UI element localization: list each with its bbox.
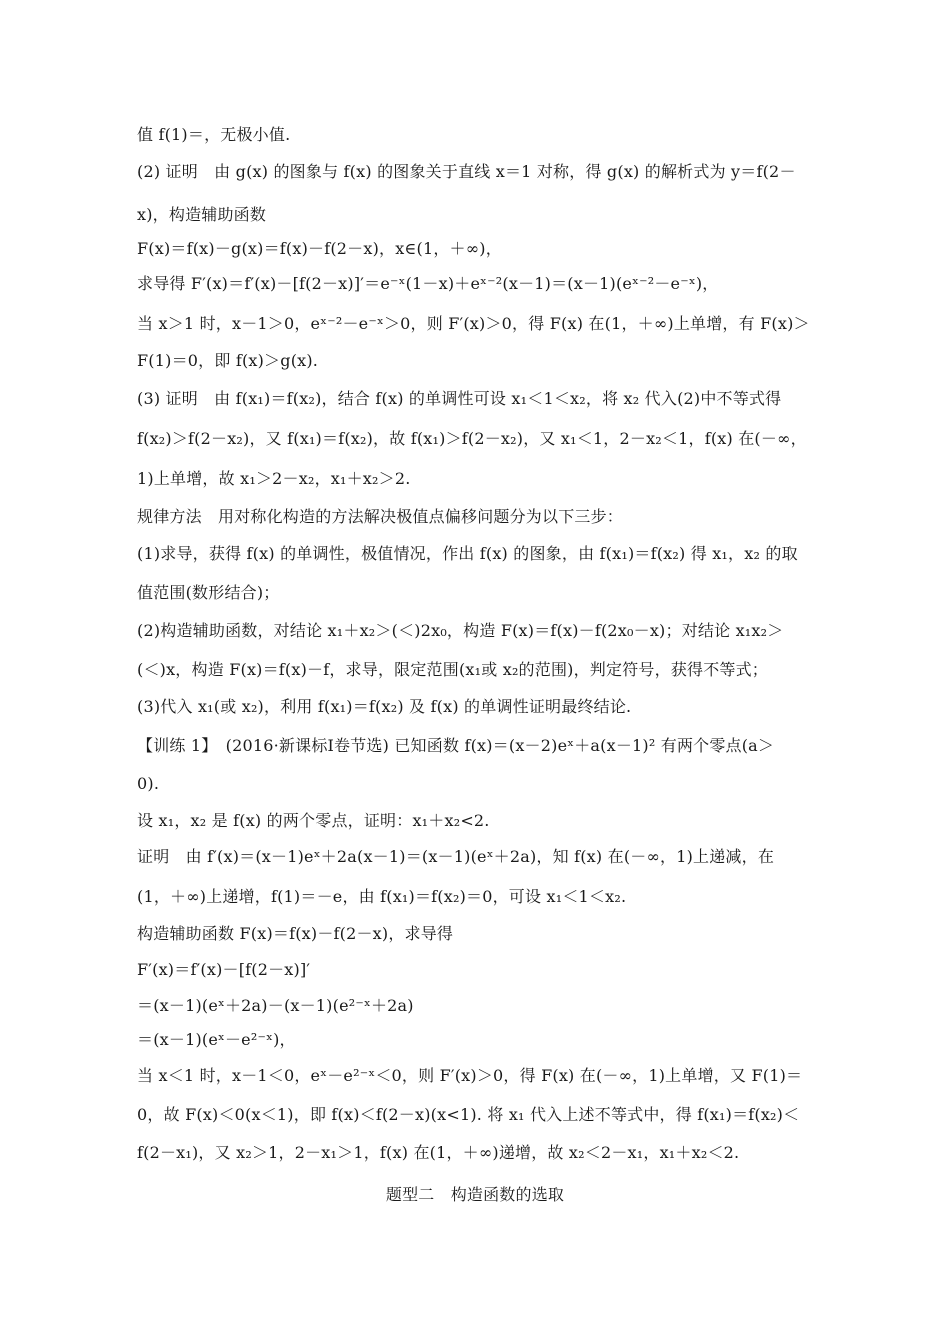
text-line: F(x)＝f(x)－g(x)＝f(x)－f(2－x)，x∈(1，＋∞)，: [137, 239, 502, 258]
text-line: (2)构造辅助函数，对结论 x₁＋x₂＞(＜)2x₀，构造 F(x)＝f(x)－f(2x₀－x)；对结论 x₁x₂＞: [137, 621, 784, 640]
text-line: ＝(x－1)(eˣ－e²⁻ˣ)，: [137, 1030, 296, 1049]
text-line: 当 x＜1 时，x－1＜0，eˣ－e²⁻ˣ＜0，则 F′(x)＞0，得 F(x) 在(－∞，1)上单增，又 F(1)＝: [137, 1066, 803, 1085]
text-line: F(1)＝0，即 f(x)＞g(x).: [137, 351, 319, 370]
text-line: f(x₂)＞f(2－x₂)，又 f(x₁)＝f(x₂)，故 f(x₁)＞f(2－x₂)，又 x₁＜1，2－x₂＜1，f(x) 在(－∞，: [137, 429, 807, 448]
text-line: 规律方法 用对称化构造的方法解决极值点偏移问题分为以下三步：: [137, 507, 624, 526]
text-line: F′(x)＝f′(x)－[f(2－x)]′: [137, 960, 311, 979]
text-line: (1，＋∞)上递增，f(1)＝－e，由 f(x₁)＝f(x₂)＝0，可设 x₁＜1＜x₂.: [137, 887, 627, 906]
text-line: 0).: [137, 774, 160, 793]
text-line: 当 x＞1 时，x－1＞0，eˣ⁻²－e⁻ˣ＞0，则 F′(x)＞0，得 F(x) 在(1，＋∞)上单增，有 F(x)＞: [137, 314, 810, 333]
text-line: 求导得 F′(x)＝f′(x)－[f(2－x)]′＝e⁻ˣ(1－x)＋eˣ⁻²(x－1)＝(x－1)(eˣ⁻²－e⁻ˣ)，: [137, 274, 719, 293]
text-line: (＜)x，构造 F(x)＝f(x)－f，求导，限定范围(x₁或 x₂的范围)，判定符号，获得不等式；: [137, 660, 769, 679]
text-line: 值范围(数形结合)；: [137, 583, 280, 602]
text-line: (1)求导，获得 f(x) 的单调性，极值情况，作出 f(x) 的图象，由 f(x₁)＝f(x₂) 得 x₁，x₂ 的取: [137, 544, 798, 563]
text-line: (3) 证明 由 f(x₁)＝f(x₂)，结合 f(x) 的单调性可设 x₁＜1＜x₂，将 x₂ 代入(2)中不等式得: [137, 389, 782, 408]
text-line: 设 x₁，x₂ 是 f(x) 的两个零点，证明：x₁＋x₂<2.: [137, 811, 490, 830]
text-line: 构造辅助函数 F(x)＝f(x)－f(2－x)，求导得: [137, 924, 454, 943]
text-line: f(2－x₁)，又 x₂＞1，2－x₁＞1，f(x) 在(1，＋∞)递增，故 x₂＜2－x₁，x₁＋x₂＜2.: [137, 1143, 740, 1162]
text-line: 0，故 F(x)＜0(x＜1)，即 f(x)＜f(2－x)(x<1). 将 x₁ 代入上述不等式中，得 f(x₁)＝f(x₂)＜: [137, 1105, 800, 1124]
text-line: 1)上单增，故 x₁＞2－x₂，x₁＋x₂＞2.: [137, 469, 411, 488]
text-line: x)，构造辅助函数: [137, 205, 267, 224]
text-line: (2) 证明 由 g(x) 的图象与 f(x) 的图象关于直线 x＝1 对称，得 g(x) 的解析式为 y＝f(2－: [137, 162, 796, 181]
text-line: ＝(x－1)(eˣ＋2a)－(x－1)(e²⁻ˣ＋2a): [137, 996, 414, 1015]
text-line: 证明 由 f′(x)＝(x－1)eˣ＋2a(x－1)＝(x－1)(eˣ＋2a)，知 f(x) 在(－∞，1)上递减，在: [137, 847, 775, 866]
text-line: 【训练 1】 (2016·新课标Ⅰ卷节选) 已知函数 f(x)＝(x－2)eˣ＋a(x－1)² 有两个零点(a＞: [137, 736, 775, 755]
section-title: 题型二 构造函数的选取: [385, 1185, 565, 1204]
text-line: 值 f(1)＝，无极小值.: [137, 125, 291, 144]
text-line: (3)代入 x₁(或 x₂)，利用 f(x₁)＝f(x₂) 及 f(x) 的单调性证明最终结论.: [137, 697, 632, 716]
